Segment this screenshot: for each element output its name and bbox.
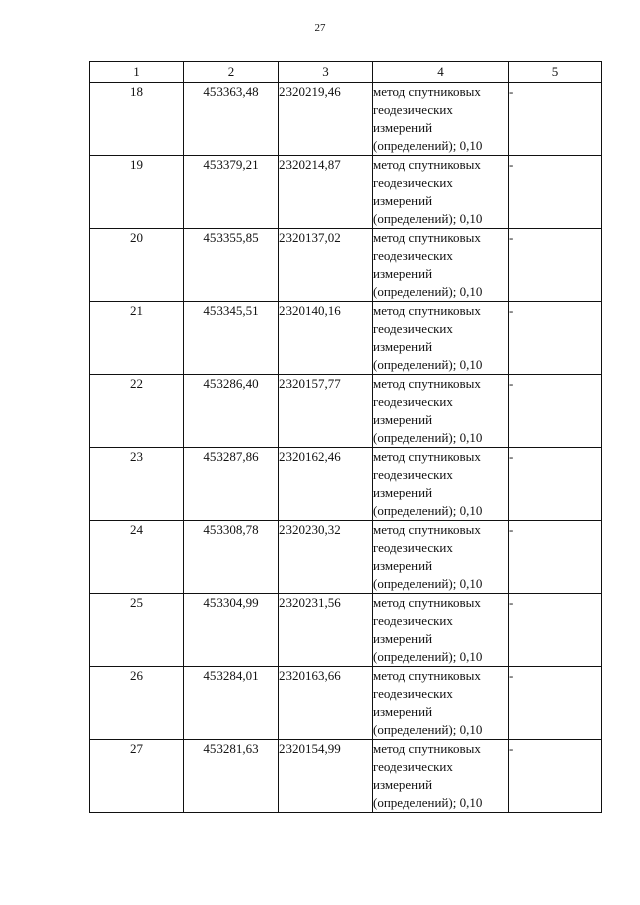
coordinates-table bbox=[89, 61, 602, 813]
y-coordinate-cell: 2320137,02 bbox=[279, 229, 373, 302]
header-cell-2: 2 bbox=[184, 62, 279, 83]
x-coordinate-cell: 453355,85 bbox=[184, 229, 279, 302]
method-line: (определений); 0,10 bbox=[373, 649, 483, 664]
method-line: геодезических bbox=[373, 175, 453, 190]
point-number-cell: 27 bbox=[90, 740, 184, 813]
table-row bbox=[90, 594, 602, 667]
x-coordinate-cell: 453379,21 bbox=[184, 156, 279, 229]
x-coordinate-cell: 453363,48 bbox=[184, 83, 279, 156]
method-line: (определений); 0,10 bbox=[373, 211, 483, 226]
note-cell: - bbox=[509, 375, 602, 448]
method-line: (определений); 0,10 bbox=[373, 722, 483, 737]
method-line: (определений); 0,10 bbox=[373, 357, 483, 372]
note-cell: - bbox=[509, 83, 602, 156]
y-coordinate-cell: 2320163,66 bbox=[279, 667, 373, 740]
point-number-cell: 25 bbox=[90, 594, 184, 667]
method-line: измерений bbox=[373, 266, 433, 281]
method-cell bbox=[373, 156, 509, 229]
method-line: метод спутниковых bbox=[373, 595, 481, 610]
note-cell: - bbox=[509, 594, 602, 667]
table-row bbox=[90, 667, 602, 740]
point-number-cell: 23 bbox=[90, 448, 184, 521]
table-row bbox=[90, 740, 602, 813]
method-line: геодезических bbox=[373, 467, 453, 482]
method-cell bbox=[373, 740, 509, 813]
method-line: измерений bbox=[373, 485, 433, 500]
table-row bbox=[90, 521, 602, 594]
method-line: измерений bbox=[373, 558, 433, 573]
method-line: геодезических bbox=[373, 102, 453, 117]
y-coordinate-cell: 2320214,87 bbox=[279, 156, 373, 229]
method-line: (определений); 0,10 bbox=[373, 284, 483, 299]
method-line: (определений); 0,10 bbox=[373, 795, 483, 810]
method-line: геодезических bbox=[373, 686, 453, 701]
method-line: метод спутниковых bbox=[373, 230, 481, 245]
method-cell bbox=[373, 521, 509, 594]
method-line: метод спутниковых bbox=[373, 668, 481, 683]
y-coordinate-cell: 2320231,56 bbox=[279, 594, 373, 667]
method-line: (определений); 0,10 bbox=[373, 138, 483, 153]
method-line: измерений bbox=[373, 193, 433, 208]
method-cell bbox=[373, 594, 509, 667]
page-number: 27 bbox=[314, 22, 326, 34]
note-cell: - bbox=[509, 740, 602, 813]
header-cell-4: 4 bbox=[373, 62, 509, 83]
method-line: метод спутниковых bbox=[373, 376, 481, 391]
method-line: геодезических bbox=[373, 394, 453, 409]
method-line: метод спутниковых bbox=[373, 449, 481, 464]
note-cell: - bbox=[509, 302, 602, 375]
x-coordinate-cell: 453286,40 bbox=[184, 375, 279, 448]
method-line: (определений); 0,10 bbox=[373, 430, 483, 445]
method-cell bbox=[373, 229, 509, 302]
method-line: измерений bbox=[373, 339, 433, 354]
point-number-cell: 21 bbox=[90, 302, 184, 375]
x-coordinate-cell: 453345,51 bbox=[184, 302, 279, 375]
x-coordinate-cell: 453287,86 bbox=[184, 448, 279, 521]
y-coordinate-cell: 2320219,46 bbox=[279, 83, 373, 156]
method-line: (определений); 0,10 bbox=[373, 503, 483, 518]
point-number-cell: 22 bbox=[90, 375, 184, 448]
point-number-cell: 20 bbox=[90, 229, 184, 302]
method-cell bbox=[373, 448, 509, 521]
method-line: геодезических bbox=[373, 540, 453, 555]
method-line: (определений); 0,10 bbox=[373, 576, 483, 591]
method-cell bbox=[373, 302, 509, 375]
table-header bbox=[90, 62, 602, 83]
note-cell: - bbox=[509, 156, 602, 229]
point-number-cell: 24 bbox=[90, 521, 184, 594]
method-line: измерений bbox=[373, 120, 433, 135]
table-row bbox=[90, 83, 602, 156]
note-cell: - bbox=[509, 229, 602, 302]
method-line: измерений bbox=[373, 412, 433, 427]
x-coordinate-cell: 453304,99 bbox=[184, 594, 279, 667]
x-coordinate-cell: 453308,78 bbox=[184, 521, 279, 594]
method-cell bbox=[373, 375, 509, 448]
method-line: геодезических bbox=[373, 759, 453, 774]
point-number-cell: 19 bbox=[90, 156, 184, 229]
method-line: метод спутниковых bbox=[373, 741, 481, 756]
header-row bbox=[90, 62, 602, 83]
y-coordinate-cell: 2320230,32 bbox=[279, 521, 373, 594]
table-row bbox=[90, 302, 602, 375]
method-line: геодезических bbox=[373, 321, 453, 336]
method-line: метод спутниковых bbox=[373, 522, 481, 537]
table-row bbox=[90, 375, 602, 448]
y-coordinate-cell: 2320157,77 bbox=[279, 375, 373, 448]
point-number-cell: 26 bbox=[90, 667, 184, 740]
point-number-cell: 18 bbox=[90, 83, 184, 156]
method-line: измерений bbox=[373, 704, 433, 719]
note-cell: - bbox=[509, 448, 602, 521]
method-line: метод спутниковых bbox=[373, 157, 481, 172]
method-line: геодезических bbox=[373, 613, 453, 628]
note-cell: - bbox=[509, 667, 602, 740]
y-coordinate-cell: 2320140,16 bbox=[279, 302, 373, 375]
method-cell bbox=[373, 667, 509, 740]
method-line: метод спутниковых bbox=[373, 84, 481, 99]
method-line: измерений bbox=[373, 631, 433, 646]
method-line: геодезических bbox=[373, 248, 453, 263]
header-cell-3: 3 bbox=[279, 62, 373, 83]
method-cell bbox=[373, 83, 509, 156]
x-coordinate-cell: 453284,01 bbox=[184, 667, 279, 740]
table-row bbox=[90, 448, 602, 521]
table-body bbox=[90, 83, 602, 813]
header-cell-5: 5 bbox=[509, 62, 602, 83]
method-line: метод спутниковых bbox=[373, 303, 481, 318]
table-row bbox=[90, 229, 602, 302]
table-row bbox=[90, 156, 602, 229]
header-cell-1: 1 bbox=[90, 62, 184, 83]
y-coordinate-cell: 2320154,99 bbox=[279, 740, 373, 813]
x-coordinate-cell: 453281,63 bbox=[184, 740, 279, 813]
note-cell: - bbox=[509, 521, 602, 594]
method-line: измерений bbox=[373, 777, 433, 792]
y-coordinate-cell: 2320162,46 bbox=[279, 448, 373, 521]
